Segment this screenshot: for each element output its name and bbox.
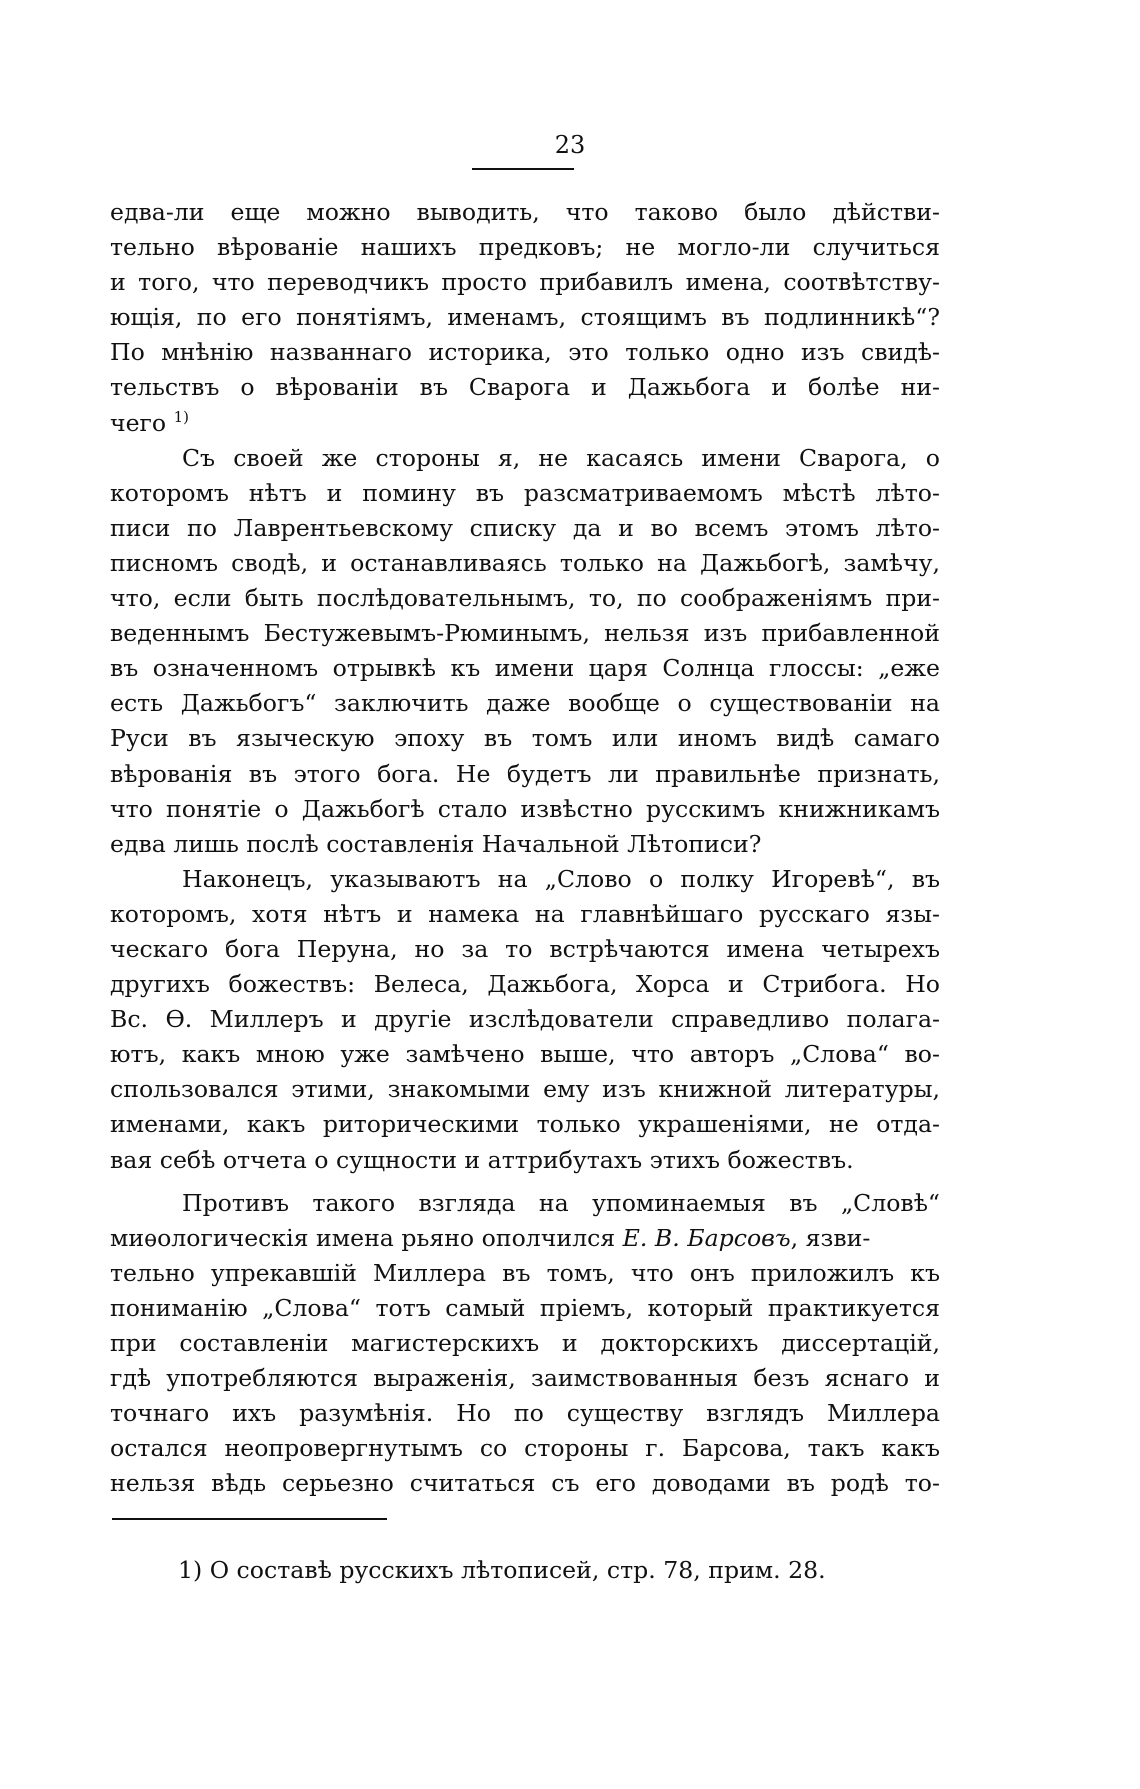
text-line: тельствъ о вѣрованіи въ Сварога и Дажьбога и болѣе ни- <box>110 373 940 402</box>
text-line: ютъ, какъ мною уже замѣчено выше, что авторъ „Слова“ во- <box>110 1040 940 1069</box>
text-fragment: чего <box>110 408 167 437</box>
page-number-rule <box>472 168 574 170</box>
footnote-separator <box>112 1518 387 1520</box>
text-line: въ означенномъ отрывкѣ къ имени царя Солнца глоссы: „еже <box>110 654 940 683</box>
text-fragment: миѳологическія имена рьяно ополчился <box>110 1223 616 1252</box>
text-line: которомъ, хотя нѣтъ и намека на главнѣйшаго русскаго язы- <box>110 899 940 928</box>
footnote-ref: 1) <box>173 407 190 426</box>
text-line: другихъ божествъ: Велеса, Дажьбога, Хорса и Стрибога. Но <box>110 970 940 999</box>
text-line: которомъ нѣтъ и помину въ разсматриваемомъ мѣстѣ лѣто- <box>110 478 940 507</box>
text-line: веденнымъ Бестужевымъ-Рюминымъ, нельзя изъ прибавленной <box>110 619 940 648</box>
text-line: писномъ сводѣ, и останавливаясь только на Дажьбогѣ, замѣчу, <box>110 548 940 577</box>
text-line: ющія, по его понятіямъ, именамъ, стоящимъ въ подлинникѣ“? <box>110 303 940 332</box>
text-line: тельно упрекавшій Миллера въ томъ, что онъ приложилъ къ <box>110 1258 940 1287</box>
footnote <box>178 1553 938 1587</box>
text-line: при составленіи магистерскихъ и докторскихъ диссертацій, <box>110 1329 940 1357</box>
text-line <box>110 406 940 441</box>
text-line: точнаго ихъ разумѣнія. Но по существу взглядъ Миллера <box>110 1399 940 1428</box>
text-line <box>110 1221 940 1256</box>
text-line: и того, что переводчикъ просто прибавилъ имена, соотвѣтству- <box>110 268 940 297</box>
text-line: едва-ли еще можно выводить, что таково было дѣйстви- <box>110 198 940 226</box>
text-line: тельно вѣрованіе нашихъ предковъ; не могло-ли случиться <box>110 233 940 262</box>
footnote-text: О составѣ русскихъ лѣтописей, стр. 78, прим. 28. <box>209 1556 826 1584</box>
text-line: именами, какъ риторическими только украшеніями, не отда- <box>110 1110 940 1139</box>
body-text <box>110 195 940 1501</box>
text-fragment: , язви- <box>790 1223 871 1252</box>
text-line: пониманію „Слова“ тотъ самый пріемъ, который практикуется <box>110 1293 940 1322</box>
text-line: нельзя вѣдь серьезно считаться съ его доводами въ родѣ то- <box>110 1469 940 1498</box>
footnote-marker: 1) <box>178 1556 203 1584</box>
text-line: что понятіе о Дажьбогѣ стало извѣстно русскимъ книжникамъ <box>110 794 940 823</box>
page-number: 23 <box>554 131 586 159</box>
text-line: Съ своей же стороны я, не касаясь имени Сварога, о <box>182 443 940 472</box>
text-line: есть Дажьбогъ“ заключить даже вообще о существованіи на <box>110 689 940 718</box>
text-line: гдѣ употребляются выраженія, заимствованныя безъ яснаго и <box>110 1364 940 1393</box>
text-line: Наконецъ, указываютъ на „Слово о полку Игоревѣ“, въ <box>182 864 940 893</box>
text-line: ческаго бога Перуна, но за то встрѣчаются имена четырехъ <box>110 934 940 963</box>
text-line: Руси въ языческую эпоху въ томъ или иномъ видѣ самаго <box>110 724 940 753</box>
text-line: вая себѣ отчета о сущности и аттрибутахъ этихъ божествъ. <box>110 1145 854 1174</box>
text-line: По мнѣнію названнаго историка, это только одно изъ свидѣ- <box>110 338 940 367</box>
text-line: спользовался этими, знакомыми ему изъ книжной литературы, <box>110 1075 940 1104</box>
text-line: остался неопровергнутымъ со стороны г. Барсова, такъ какъ <box>110 1434 940 1463</box>
text-line: вѣрованія въ этого бога. Не будетъ ли правильнѣе признать, <box>110 759 940 788</box>
author-name: Е. В. Барсовъ <box>622 1223 791 1252</box>
text-line: едва лишь послѣ составленія Начальной Лѣтописи? <box>110 829 762 858</box>
text-line: писи по Лаврентьевскому списку да и во всемъ этомъ лѣто- <box>110 513 940 542</box>
paragraph-gap <box>110 1178 940 1186</box>
text-line: Вс. Ѳ. Миллеръ и другіе изслѣдователи справедливо полага- <box>110 1005 940 1034</box>
text-line: что, если быть послѣдовательнымъ, то, по соображеніямъ при- <box>110 584 940 613</box>
text-line: Противъ такого взгляда на упоминаемыя въ „Словѣ“ <box>182 1188 940 1217</box>
